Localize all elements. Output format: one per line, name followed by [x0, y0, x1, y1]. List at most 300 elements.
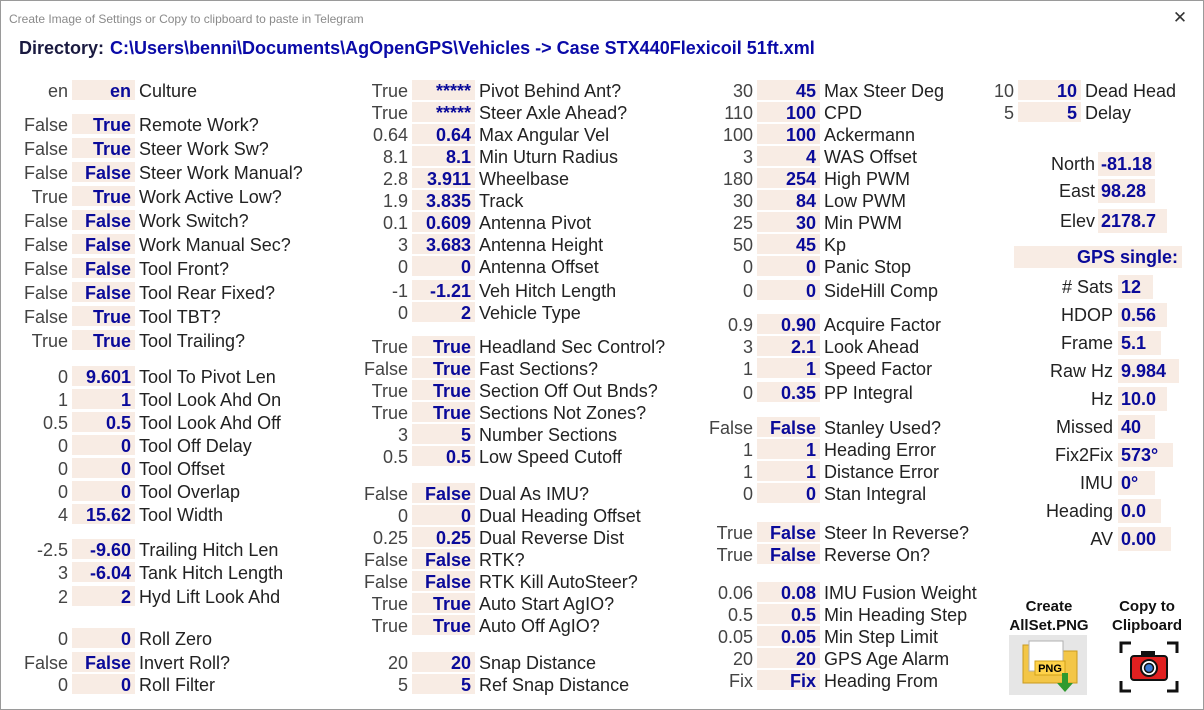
- gps-stat-label-text: # Sats: [1061, 277, 1113, 297]
- setting-old-value: 1: [742, 462, 753, 482]
- setting-row: [363, 571, 638, 593]
- setting-row: [382, 146, 619, 168]
- setting-label: Heading Error: [824, 440, 937, 460]
- setting-old-value: False: [23, 163, 68, 183]
- setting-current-value: 1: [72, 389, 135, 409]
- setting-current-value: *****: [412, 80, 475, 100]
- setting-label: Tool Trailing?: [139, 331, 246, 351]
- setting-old-value: True: [371, 81, 408, 101]
- copy-clipboard-button[interactable]: [1119, 641, 1179, 693]
- setting-current-value: 2: [72, 586, 135, 606]
- setting-current-value: False: [72, 162, 135, 182]
- setting-current-value: 0.05: [757, 626, 820, 646]
- setting-current-value: 0.5: [72, 412, 135, 432]
- setting-label: Culture: [139, 81, 198, 101]
- setting-old-value: en: [47, 81, 68, 101]
- setting-row: [57, 628, 213, 650]
- gps-stat-value: 0.00: [1118, 527, 1171, 551]
- setting-old-value: 0: [57, 436, 68, 456]
- setting-old-value: 2.8: [382, 169, 408, 189]
- setting-old-value: False: [23, 653, 68, 673]
- setting-old-value: 3: [397, 235, 408, 255]
- setting-row: [23, 162, 303, 184]
- setting-old-value: 3: [742, 337, 753, 357]
- position-label: [1001, 179, 1095, 203]
- setting-current-value: -9.60: [72, 539, 135, 559]
- setting-label: Antenna Offset: [479, 257, 599, 277]
- setting-old-value: False: [23, 283, 68, 303]
- setting-row: [363, 358, 599, 380]
- setting-label: Veh Hitch Length: [479, 281, 617, 301]
- setting-label: Section Off Out Bnds?: [479, 381, 658, 401]
- setting-row: [372, 527, 625, 549]
- setting-row: [722, 168, 911, 190]
- gps-stat-label: [1001, 471, 1113, 495]
- position-value: 2178.7: [1098, 209, 1167, 233]
- setting-row: [57, 504, 224, 526]
- copy-clipboard-label: [1101, 597, 1193, 635]
- setting-row: [742, 146, 918, 168]
- setting-old-value: True: [371, 103, 408, 123]
- setting-row: [371, 380, 658, 402]
- setting-row: [732, 80, 945, 102]
- setting-current-value: 0: [72, 674, 135, 694]
- setting-old-value: 0: [57, 459, 68, 479]
- setting-label: Tool To Pivot Len: [139, 367, 276, 387]
- position-value: 98.28: [1098, 179, 1155, 203]
- gps-stat-value: 5.1: [1118, 331, 1161, 355]
- setting-old-value: False: [23, 211, 68, 231]
- setting-row: [382, 212, 592, 234]
- setting-old-value: False: [363, 359, 408, 379]
- setting-old-value: 5: [397, 675, 408, 695]
- setting-row: [23, 306, 221, 328]
- setting-current-value: -6.04: [72, 562, 135, 582]
- setting-label: Tool Look Ahd Off: [139, 413, 281, 433]
- setting-old-value: True: [31, 187, 68, 207]
- setting-old-value: 180: [722, 169, 753, 189]
- setting-label: Roll Zero: [139, 629, 213, 649]
- setting-row: [397, 424, 618, 446]
- setting-row: [717, 582, 977, 604]
- setting-row: [23, 234, 291, 256]
- setting-current-value: 0.90: [757, 314, 820, 334]
- setting-current-value: False: [412, 483, 475, 503]
- setting-row: [732, 212, 902, 234]
- setting-row: [57, 389, 282, 411]
- setting-label: Invert Roll?: [139, 653, 231, 673]
- setting-label: Pivot Behind Ant?: [479, 81, 622, 101]
- setting-current-value: 5: [412, 674, 475, 694]
- setting-current-value: False: [72, 234, 135, 254]
- setting-old-value: 0: [57, 367, 68, 387]
- setting-old-value: False: [363, 572, 408, 592]
- setting-old-value: 25: [732, 213, 753, 233]
- setting-old-value: True: [371, 594, 408, 614]
- setting-current-value: True: [72, 186, 135, 206]
- directory-label: Directory:: [19, 38, 105, 58]
- setting-label: RTK Kill AutoSteer?: [479, 572, 638, 592]
- setting-old-value: 0: [742, 383, 753, 403]
- setting-old-value: False: [23, 139, 68, 159]
- setting-label: Track: [479, 191, 524, 211]
- setting-current-value: 20: [412, 652, 475, 672]
- setting-row: [1003, 102, 1132, 124]
- setting-label: PP Integral: [824, 383, 913, 403]
- setting-current-value: 45: [757, 234, 820, 254]
- setting-current-value: True: [412, 358, 475, 378]
- setting-label: High PWM: [824, 169, 911, 189]
- setting-old-value: Fix: [729, 671, 753, 691]
- setting-current-value: False: [72, 282, 135, 302]
- setting-label: Steer Work Sw?: [139, 139, 269, 159]
- setting-old-value: 0: [742, 281, 753, 301]
- setting-row: [742, 439, 937, 461]
- setting-row: [57, 435, 252, 457]
- setting-old-value: 1: [742, 359, 753, 379]
- setting-row: [732, 234, 847, 256]
- setting-label: RTK?: [479, 550, 525, 570]
- setting-old-value: 0.05: [717, 627, 753, 647]
- setting-old-value: 0.64: [372, 125, 408, 145]
- setting-current-value: False: [412, 571, 475, 591]
- setting-label: GPS Age Alarm: [824, 649, 950, 669]
- title-bar: [1, 1, 1203, 37]
- setting-old-value: 0.5: [42, 413, 68, 433]
- setting-current-value: 30: [757, 212, 820, 232]
- setting-label: Tank Hitch Length: [139, 563, 284, 583]
- setting-old-value: 0: [742, 257, 753, 277]
- setting-row: [42, 412, 281, 434]
- setting-label: Dual As IMU?: [479, 484, 590, 504]
- setting-current-value: 1: [757, 439, 820, 459]
- setting-label: SideHill Comp: [824, 281, 939, 301]
- setting-label: Ref Snap Distance: [479, 675, 630, 695]
- setting-old-value: 8.1: [382, 147, 408, 167]
- setting-current-value: False: [72, 652, 135, 672]
- setting-row: [397, 234, 604, 256]
- setting-current-value: 2.1: [757, 336, 820, 356]
- gps-stat-label-text: Frame: [1060, 333, 1113, 353]
- setting-row: [57, 562, 284, 584]
- setting-row: [732, 190, 907, 212]
- setting-label: Snap Distance: [479, 653, 597, 673]
- setting-current-value: 0: [72, 481, 135, 501]
- setting-current-value: 20: [757, 648, 820, 668]
- png-icon-text: PNG: [1038, 663, 1062, 675]
- setting-label: Wheelbase: [479, 169, 570, 189]
- setting-row: [371, 615, 600, 637]
- position-label-text: Elev: [1059, 211, 1095, 231]
- setting-current-value: False: [72, 210, 135, 230]
- setting-row: [23, 210, 249, 232]
- setting-label: Roll Filter: [139, 675, 216, 695]
- gps-stat-label: [1001, 387, 1113, 411]
- setting-old-value: 20: [732, 649, 753, 669]
- gps-stat-label: [1001, 275, 1113, 299]
- setting-label: Stan Integral: [824, 484, 927, 504]
- setting-current-value: 254: [757, 168, 820, 188]
- setting-current-value: True: [412, 402, 475, 422]
- setting-label: Tool Off Delay: [139, 436, 252, 456]
- position-label: [1001, 209, 1095, 233]
- gps-stat-label-text: IMU: [1080, 473, 1113, 493]
- setting-old-value: 0: [57, 482, 68, 502]
- copy-label-line1: Copy to: [1119, 598, 1175, 615]
- setting-label: CPD: [824, 103, 863, 123]
- setting-current-value: 1: [757, 358, 820, 378]
- setting-current-value: 15.62: [72, 504, 135, 524]
- setting-label: Tool Overlap: [139, 482, 241, 502]
- setting-row: [31, 186, 282, 208]
- setting-label: Tool Look Ahd On: [139, 390, 282, 410]
- setting-current-value: -1.21: [412, 280, 475, 300]
- position-label-text: East: [1058, 181, 1095, 201]
- gps-stat-label: [1001, 331, 1113, 355]
- setting-current-value: 0.08: [757, 582, 820, 602]
- setting-old-value: 3: [742, 147, 753, 167]
- setting-row: [363, 549, 525, 571]
- setting-row: [722, 124, 916, 146]
- setting-row: [742, 256, 912, 278]
- setting-label: Dual Reverse Dist: [479, 528, 625, 548]
- setting-label: Work Active Low?: [139, 187, 282, 207]
- setting-row: [387, 652, 597, 674]
- setting-old-value: True: [371, 381, 408, 401]
- setting-old-value: False: [23, 115, 68, 135]
- setting-row: [742, 336, 920, 358]
- setting-old-value: 50: [732, 235, 753, 255]
- directory-path: C:\Users\benni\Documents\AgOpenGPS\Vehicles -> Case STX440Flexicoil 51ft.xml: [110, 38, 815, 58]
- setting-old-value: 0: [57, 629, 68, 649]
- png-file-icon: [1009, 635, 1087, 695]
- setting-current-value: 1: [757, 461, 820, 481]
- setting-label: Min Uturn Radius: [479, 147, 619, 167]
- setting-label: Auto Start AgIO?: [479, 594, 615, 614]
- setting-old-value: 0: [397, 506, 408, 526]
- gps-stat-value: 0.0: [1118, 499, 1161, 523]
- setting-current-value: 5: [1018, 102, 1081, 122]
- setting-current-value: 4: [757, 146, 820, 166]
- setting-current-value: 3.911: [412, 168, 475, 188]
- setting-old-value: 0.06: [717, 583, 753, 603]
- copy-label-line2: Clipboard: [1112, 617, 1182, 634]
- gps-stat-value: 0°: [1118, 471, 1155, 495]
- setting-current-value: 0: [72, 435, 135, 455]
- setting-old-value: 30: [732, 191, 753, 211]
- setting-current-value: 0: [757, 256, 820, 276]
- setting-row: [729, 670, 939, 692]
- setting-label: WAS Offset: [824, 147, 918, 167]
- setting-current-value: 0: [412, 256, 475, 276]
- setting-row: [742, 483, 927, 505]
- setting-label: Tool Front?: [139, 259, 230, 279]
- setting-row: [23, 138, 269, 160]
- setting-label: Reverse On?: [824, 545, 931, 565]
- setting-current-value: False: [412, 549, 475, 569]
- setting-current-value: 0: [412, 505, 475, 525]
- setting-label: Look Ahead: [824, 337, 920, 357]
- setting-label: Low Speed Cutoff: [479, 447, 622, 467]
- setting-row: [716, 544, 931, 566]
- setting-old-value: False: [363, 550, 408, 570]
- setting-row: [993, 80, 1177, 102]
- setting-old-value: 0.5: [382, 447, 408, 467]
- setting-old-value: True: [716, 545, 753, 565]
- setting-old-value: 3: [57, 563, 68, 583]
- setting-current-value: *****: [412, 102, 475, 122]
- setting-row: [397, 674, 630, 696]
- setting-row: [742, 461, 940, 483]
- setting-row: [372, 124, 610, 146]
- gps-stat-value: 12: [1118, 275, 1153, 299]
- setting-old-value: 0.25: [372, 528, 408, 548]
- setting-old-value: False: [363, 484, 408, 504]
- setting-old-value: True: [371, 403, 408, 423]
- setting-row: [742, 280, 939, 302]
- setting-row: [371, 593, 615, 615]
- setting-current-value: 9.601: [72, 366, 135, 386]
- setting-current-value: 0: [72, 628, 135, 648]
- setting-row: [371, 102, 628, 124]
- setting-label: Acquire Factor: [824, 315, 942, 335]
- setting-row: [382, 446, 622, 468]
- setting-old-value: 30: [732, 81, 753, 101]
- setting-current-value: en: [72, 80, 135, 100]
- setting-old-value: 0: [57, 675, 68, 695]
- setting-old-value: True: [716, 523, 753, 543]
- setting-current-value: True: [412, 593, 475, 613]
- gps-stat-label-text: Heading: [1045, 501, 1113, 521]
- setting-label: Min PWM: [824, 213, 902, 233]
- setting-label: Work Manual Sec?: [139, 235, 291, 255]
- setting-row: [371, 402, 647, 424]
- gps-stat-value: 10.0: [1118, 387, 1167, 411]
- setting-row: [742, 382, 913, 404]
- setting-old-value: 100: [722, 125, 753, 145]
- setting-label: Distance Error: [824, 462, 940, 482]
- setting-row: [397, 505, 641, 527]
- setting-row: [382, 168, 570, 190]
- setting-row: [732, 648, 950, 670]
- setting-current-value: 10: [1018, 80, 1081, 100]
- setting-current-value: True: [72, 138, 135, 158]
- setting-old-value: 4: [57, 505, 68, 525]
- setting-old-value: 2: [57, 587, 68, 607]
- setting-label: Ackermann: [824, 125, 916, 145]
- position-label-text: North: [1050, 154, 1095, 174]
- setting-current-value: 8.1: [412, 146, 475, 166]
- setting-old-value: 0.5: [727, 605, 753, 625]
- setting-label: Steer In Reverse?: [824, 523, 970, 543]
- setting-old-value: True: [31, 331, 68, 351]
- setting-old-value: 110: [724, 103, 753, 123]
- setting-label: Panic Stop: [824, 257, 912, 277]
- setting-current-value: Fix: [757, 670, 820, 690]
- setting-old-value: 3: [397, 425, 408, 445]
- gps-mode-header: GPS single:: [1014, 246, 1182, 268]
- setting-row: [57, 481, 241, 503]
- setting-current-value: 0: [757, 483, 820, 503]
- setting-current-value: True: [72, 114, 135, 134]
- setting-current-value: 3.683: [412, 234, 475, 254]
- setting-current-value: 0.5: [757, 604, 820, 624]
- setting-old-value: 10: [993, 81, 1014, 101]
- setting-label: Remote Work?: [139, 115, 259, 135]
- gps-stat-value: 0.56: [1118, 303, 1167, 327]
- create-png-button[interactable]: [1009, 635, 1087, 695]
- setting-row: [716, 522, 970, 544]
- directory-line: [19, 38, 815, 59]
- setting-old-value: False: [23, 259, 68, 279]
- create-png-label: [1001, 597, 1097, 635]
- position-value: -81.18: [1098, 152, 1155, 176]
- setting-label: Trailing Hitch Len: [139, 540, 279, 560]
- setting-row: [727, 314, 942, 336]
- setting-old-value: 20: [387, 653, 408, 673]
- setting-row: [23, 652, 231, 674]
- setting-old-value: 1: [57, 390, 68, 410]
- setting-label: Tool Rear Fixed?: [139, 283, 276, 303]
- setting-current-value: False: [757, 544, 820, 564]
- setting-label: Dead Head: [1085, 81, 1177, 101]
- setting-row: [371, 80, 622, 102]
- setting-label: Antenna Height: [479, 235, 604, 255]
- setting-row: [47, 80, 198, 102]
- setting-label: Steer Axle Ahead?: [479, 103, 628, 123]
- setting-row: [363, 483, 590, 505]
- create-png-label-line2: AllSet.PNG: [1009, 617, 1089, 634]
- camera-icon: [1119, 641, 1179, 693]
- setting-current-value: 0.64: [412, 124, 475, 144]
- close-icon[interactable]: ✕: [1172, 8, 1188, 27]
- setting-current-value: True: [72, 330, 135, 350]
- setting-old-value: -1: [391, 281, 408, 301]
- setting-label: Dual Heading Offset: [479, 506, 641, 526]
- setting-current-value: 3.835: [412, 190, 475, 210]
- gps-stat-label: [1001, 499, 1113, 523]
- setting-row: [57, 586, 281, 608]
- setting-current-value: 0.25: [412, 527, 475, 547]
- setting-label: Kp: [824, 235, 847, 255]
- setting-current-value: 0: [72, 458, 135, 478]
- setting-current-value: 84: [757, 190, 820, 210]
- gps-stat-label-text: Missed: [1055, 417, 1113, 437]
- setting-old-value: 0: [397, 257, 408, 277]
- setting-label: Fast Sections?: [479, 359, 599, 379]
- setting-old-value: 0.1: [382, 213, 408, 233]
- setting-current-value: 45: [757, 80, 820, 100]
- setting-current-value: True: [72, 306, 135, 326]
- create-png-label-line1: Create: [1025, 598, 1073, 615]
- setting-label: Min Heading Step: [824, 605, 968, 625]
- setting-old-value: 5: [1003, 103, 1014, 123]
- gps-stat-label-text: Raw Hz: [1049, 361, 1113, 381]
- setting-row: [23, 258, 230, 280]
- setting-current-value: 0.35: [757, 382, 820, 402]
- setting-current-value: 100: [757, 124, 820, 144]
- gps-stat-label-text: AV: [1090, 529, 1113, 549]
- gps-stat-label: [1001, 527, 1113, 551]
- setting-label: Headland Sec Control?: [479, 337, 666, 357]
- setting-label: Auto Off AgIO?: [479, 616, 600, 636]
- setting-label: IMU Fusion Weight: [824, 583, 977, 603]
- setting-label: Antenna Pivot: [479, 213, 592, 233]
- setting-label: Low PWM: [824, 191, 907, 211]
- setting-current-value: 2: [412, 302, 475, 322]
- setting-old-value: 1: [742, 440, 753, 460]
- setting-current-value: False: [757, 417, 820, 437]
